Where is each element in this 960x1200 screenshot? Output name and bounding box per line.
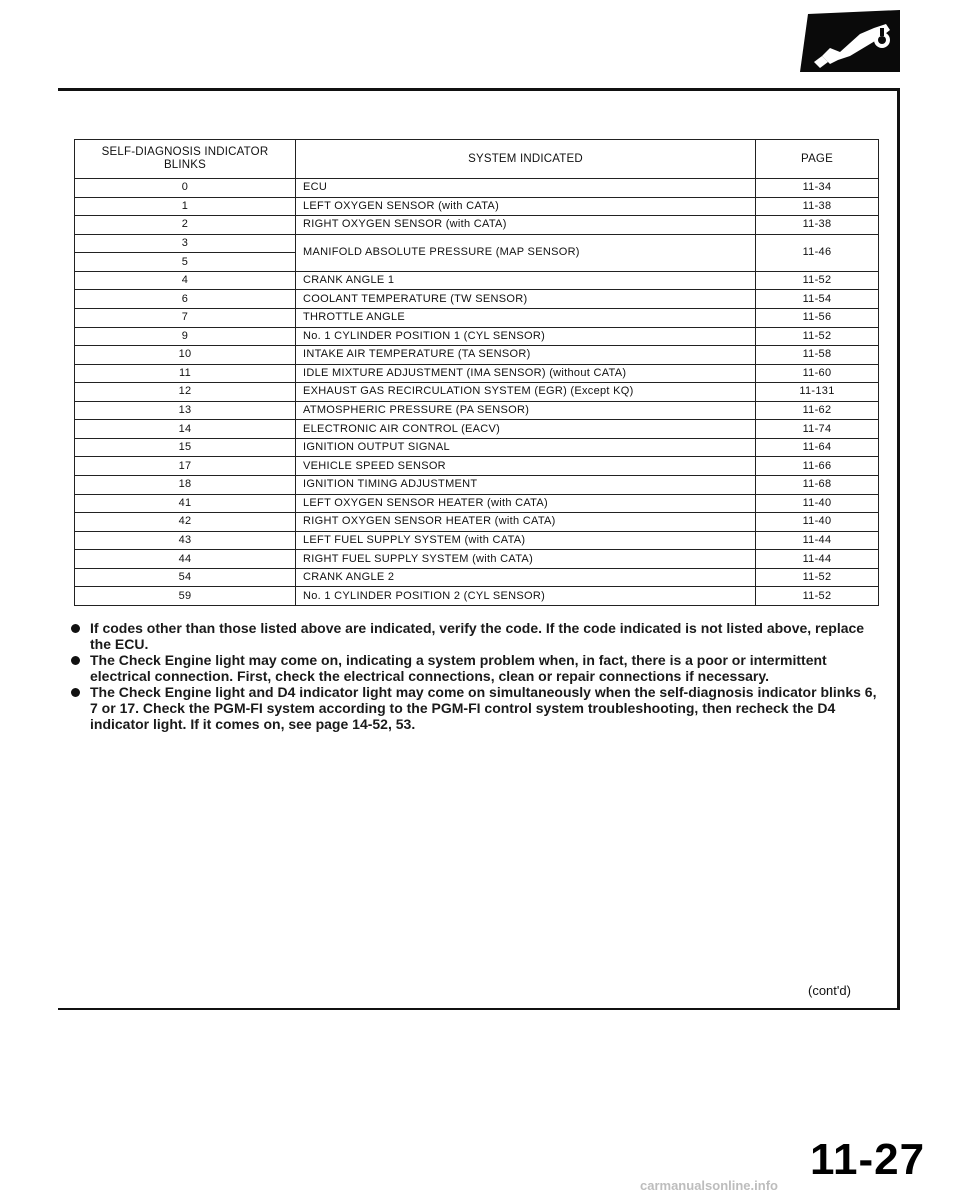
page-ref: 11-68 <box>756 476 879 495</box>
system-indicated: VEHICLE SPEED SENSOR <box>296 457 756 476</box>
table-row <box>75 587 879 606</box>
system-indicated: LEFT OXYGEN SENSOR HEATER (with CATA) <box>296 494 756 513</box>
system-indicated: CRANK ANGLE 2 <box>296 568 756 587</box>
page-ref: 11-56 <box>756 308 879 327</box>
table-row <box>75 346 879 365</box>
system-indicated: COOLANT TEMPERATURE (TW SENSOR) <box>296 290 756 309</box>
page-number: 11-27 <box>810 1135 926 1184</box>
table-row <box>75 438 879 457</box>
page-ref: 11-46 <box>756 234 879 271</box>
table-header-row <box>75 140 879 179</box>
table-row <box>75 234 879 253</box>
blink-count: 5 <box>75 253 296 272</box>
table-row <box>75 308 879 327</box>
table-row <box>75 401 879 420</box>
system-indicated: ATMOSPHERIC PRESSURE (PA SENSOR) <box>296 401 756 420</box>
table-row <box>75 216 879 235</box>
blink-count: 44 <box>75 550 296 569</box>
notes-list <box>74 620 880 732</box>
blink-count: 42 <box>75 513 296 532</box>
blink-count: 13 <box>75 401 296 420</box>
page-ref: 11-54 <box>756 290 879 309</box>
table-row <box>75 476 879 495</box>
table-row <box>75 457 879 476</box>
page-ref: 11-40 <box>756 513 879 532</box>
table-row <box>75 179 879 198</box>
system-indicated: IDLE MIXTURE ADJUSTMENT (IMA SENSOR) (without CATA) <box>296 364 756 383</box>
table-row <box>75 531 879 550</box>
blink-count: 17 <box>75 457 296 476</box>
note-text: The Check Engine light and D4 indicator light may come on simultaneously when the self-diagnosis indicator blinks 6, 7 or 17. Check the PGM-FI system according to the PGM-FI control system troubleshooting, then recheck the D4 indicator light. If it comes on, see page 14-52, 53. <box>90 684 877 732</box>
bullet-icon <box>71 688 80 697</box>
page-ref: 11-34 <box>756 179 879 198</box>
page-ref: 11-58 <box>756 346 879 365</box>
system-indicated: No. 1 CYLINDER POSITION 2 (CYL SENSOR) <box>296 587 756 606</box>
blink-count: 7 <box>75 308 296 327</box>
page-ref: 11-52 <box>756 327 879 346</box>
system-indicated: LEFT OXYGEN SENSOR (with CATA) <box>296 197 756 216</box>
table-row <box>75 197 879 216</box>
blink-count: 2 <box>75 216 296 235</box>
page-ref: 11-52 <box>756 271 879 290</box>
watermark: carmanualsonline.info <box>640 1178 778 1193</box>
system-indicated: No. 1 CYLINDER POSITION 1 (CYL SENSOR) <box>296 327 756 346</box>
note-item <box>74 652 880 684</box>
fuel-injector-icon <box>800 10 900 72</box>
page-frame-bottom <box>58 1008 900 1010</box>
system-indicated: RIGHT OXYGEN SENSOR HEATER (with CATA) <box>296 513 756 532</box>
note-text: The Check Engine light may come on, indicating a system problem when, in fact, there is a poor or intermittent electrical connection. First, check the electrical connections, clean or repair connections if necessary. <box>90 652 827 684</box>
table-row <box>75 494 879 513</box>
blink-count: 14 <box>75 420 296 439</box>
table-row <box>75 327 879 346</box>
table-row <box>75 513 879 532</box>
header-system: SYSTEM INDICATED <box>296 140 756 179</box>
page-ref: 11-131 <box>756 383 879 402</box>
blink-count: 59 <box>75 587 296 606</box>
page-ref: 11-66 <box>756 457 879 476</box>
page-ref: 11-38 <box>756 216 879 235</box>
table-row <box>75 271 879 290</box>
bullet-icon <box>71 624 80 633</box>
page-frame-right <box>897 88 900 1008</box>
blink-count: 12 <box>75 383 296 402</box>
system-indicated: CRANK ANGLE 1 <box>296 271 756 290</box>
blink-count: 10 <box>75 346 296 365</box>
page-ref: 11-52 <box>756 587 879 606</box>
header-page: PAGE <box>756 140 879 179</box>
system-indicated: ECU <box>296 179 756 198</box>
blink-count: 18 <box>75 476 296 495</box>
page-ref: 11-60 <box>756 364 879 383</box>
blink-count: 0 <box>75 179 296 198</box>
bullet-icon <box>71 656 80 665</box>
system-indicated: EXHAUST GAS RECIRCULATION SYSTEM (EGR) (Except KQ) <box>296 383 756 402</box>
system-indicated: IGNITION OUTPUT SIGNAL <box>296 438 756 457</box>
table-row <box>75 290 879 309</box>
system-indicated: MANIFOLD ABSOLUTE PRESSURE (MAP SENSOR) <box>296 234 756 271</box>
system-indicated: IGNITION TIMING ADJUSTMENT <box>296 476 756 495</box>
blink-count: 9 <box>75 327 296 346</box>
table-row <box>75 550 879 569</box>
blink-count: 54 <box>75 568 296 587</box>
system-indicated: ELECTRONIC AIR CONTROL (EACV) <box>296 420 756 439</box>
continued-label: (cont'd) <box>808 983 851 998</box>
note-item <box>74 620 880 652</box>
blink-count: 6 <box>75 290 296 309</box>
page-ref: 11-64 <box>756 438 879 457</box>
blink-count: 43 <box>75 531 296 550</box>
blink-count: 1 <box>75 197 296 216</box>
page-frame-top <box>58 88 900 91</box>
system-indicated: RIGHT FUEL SUPPLY SYSTEM (with CATA) <box>296 550 756 569</box>
page-ref: 11-44 <box>756 550 879 569</box>
table-row <box>75 383 879 402</box>
blink-count: 4 <box>75 271 296 290</box>
table-row <box>75 568 879 587</box>
table-row <box>75 364 879 383</box>
page-ref: 11-52 <box>756 568 879 587</box>
system-indicated: RIGHT OXYGEN SENSOR (with CATA) <box>296 216 756 235</box>
page-ref: 11-74 <box>756 420 879 439</box>
system-indicated: INTAKE AIR TEMPERATURE (TA SENSOR) <box>296 346 756 365</box>
blink-count: 41 <box>75 494 296 513</box>
page-ref: 11-40 <box>756 494 879 513</box>
page-ref: 11-38 <box>756 197 879 216</box>
blink-count: 11 <box>75 364 296 383</box>
diagnosis-codes-table <box>74 139 879 606</box>
blink-count: 15 <box>75 438 296 457</box>
note-item <box>74 684 880 732</box>
system-indicated: THROTTLE ANGLE <box>296 308 756 327</box>
table-row <box>75 420 879 439</box>
system-indicated: LEFT FUEL SUPPLY SYSTEM (with CATA) <box>296 531 756 550</box>
page-ref: 11-62 <box>756 401 879 420</box>
header-blinks: SELF-DIAGNOSIS INDICATOR BLINKS <box>75 140 296 179</box>
note-text: If codes other than those listed above are indicated, verify the code. If the code indicated is not listed above, replace the ECU. <box>90 620 865 652</box>
page-ref: 11-44 <box>756 531 879 550</box>
blink-count: 3 <box>75 234 296 253</box>
